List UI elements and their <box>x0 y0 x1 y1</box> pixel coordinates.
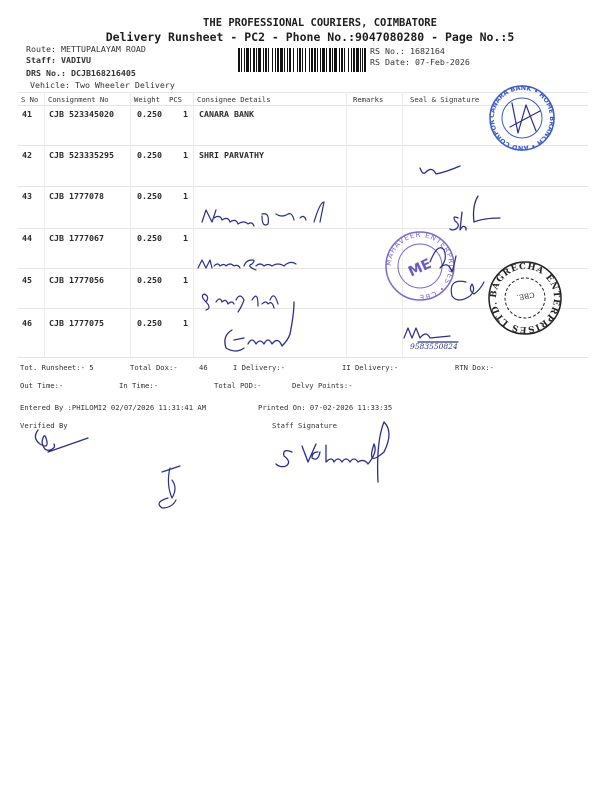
row-consignment: CJB 1777078 <box>49 191 104 201</box>
company-title: THE PROFESSIONAL COURIERS, COIMBATORE <box>203 17 437 29</box>
row-sno: 44 <box>22 233 32 243</box>
rtn-dox: RTN Dox:- <box>455 363 494 372</box>
row-pcs: 1 <box>183 233 188 243</box>
staff-signature-label: Staff Signature <box>272 421 337 430</box>
signature-row42 <box>420 166 460 174</box>
staff-label: Staff: VADIVU <box>26 55 91 65</box>
drs-number: DRS No.: DCJB168216405 <box>26 68 136 78</box>
signature-row45-right <box>451 281 484 300</box>
rs-number: RS No.: 1682164 <box>370 46 445 56</box>
row-pcs: 1 <box>183 150 188 160</box>
svg-text:MAHAVEER ENTERPRISES • CBE: MAHAVEER ENTERPRISES • CBE <box>384 230 456 302</box>
printed-on: Printed On: 07-02-2026 11:33:35 <box>258 403 393 412</box>
row-consignment: CJB 1777075 <box>49 318 104 328</box>
row-consignment: CJB 1777067 <box>49 233 104 243</box>
signature-row43-right <box>450 196 500 230</box>
svg-text:ME: ME <box>405 255 435 281</box>
row-pcs: 1 <box>183 109 188 119</box>
col-header-remarks: Remarks <box>353 95 384 104</box>
row-consignee: CANARA BANK <box>199 109 254 119</box>
svg-text:CANARA BANK • HOME BRANCH • AN: CANARA BANK • HOME BRANCH • AND CORPORATE <box>479 77 557 153</box>
row-sno: 41 <box>22 109 32 119</box>
row-weight: 0.250 <box>137 318 162 328</box>
col-header-consignee: Consignee Details <box>197 95 271 104</box>
handwritten-phone: 9583550824 <box>410 342 458 351</box>
row-pcs: 1 <box>183 318 188 328</box>
col-header-pcs: PCS <box>169 95 182 104</box>
in-time: In Time:- <box>119 381 158 390</box>
runsheet-subtitle: Delivery Runsheet - PC2 - Phone No.:9047080280 - Page No.:5 <box>105 30 515 44</box>
col-header-seal: Seal & Signature <box>410 95 480 104</box>
signature-row46-right <box>404 328 458 342</box>
row-pcs: 1 <box>183 191 188 201</box>
row-weight: 0.250 <box>137 191 162 201</box>
col-header-consignment: Consignment No <box>48 95 109 104</box>
signature-row44-right <box>430 248 456 272</box>
route-label: Route: METTUPALAYAM ROAD <box>26 44 146 54</box>
signature-staff <box>276 422 389 482</box>
row-sno: 46 <box>22 318 32 328</box>
row-weight: 0.250 <box>137 150 162 160</box>
vehicle-label: Vehicle: Two Wheeler Delivery <box>30 80 175 90</box>
total-dox-value: 46 <box>199 363 208 372</box>
signature-row45-name <box>202 294 278 312</box>
total-pod: Total POD:- <box>214 381 262 390</box>
row-consignment: CJB 523335295 <box>49 150 114 160</box>
svg-text:CBE.: CBE. <box>516 290 536 302</box>
entered-by: Entered By :PHILOMI2 02/07/2026 11:31:41 AM <box>20 403 207 412</box>
row-weight: 0.250 <box>137 109 162 119</box>
row-sno: 42 <box>22 150 32 160</box>
row-sno: 45 <box>22 275 32 285</box>
row-consignment: CJB 1777056 <box>49 275 104 285</box>
signature-middle <box>159 466 180 508</box>
svg-text:BAGRECHA ENTERPRISES LTD.: BAGRECHA ENTERPRISES LTD. <box>488 261 562 335</box>
i-delivery: I Delivery:- <box>233 363 285 372</box>
row-consignee: SHRI PARVATHY <box>199 150 264 160</box>
row-weight: 0.250 <box>137 233 162 243</box>
delvy-points: Delvy Points:- <box>292 381 353 390</box>
row-sno: 43 <box>22 191 32 201</box>
tot-runsheet: Tot. Runsheet:- 5 <box>20 363 94 372</box>
row-consignment: CJB 523345020 <box>49 109 114 119</box>
col-header-weight: Weight <box>134 95 160 104</box>
signature-verified-by <box>35 430 88 452</box>
col-header-sno: S No <box>21 95 39 104</box>
signature-row44-name <box>198 260 296 270</box>
signature-row43-name <box>202 202 324 226</box>
rs-date: RS Date: 07-Feb-2026 <box>370 57 470 67</box>
row-pcs: 1 <box>183 275 188 285</box>
row-weight: 0.250 <box>137 275 162 285</box>
out-time: Out Time:- <box>20 381 64 390</box>
verified-by-label: Verified By <box>20 421 68 430</box>
signature-row46-name <box>225 302 294 351</box>
ii-delivery: II Delivery:- <box>342 363 399 372</box>
total-dox-label: Total Dox:- <box>130 363 178 372</box>
